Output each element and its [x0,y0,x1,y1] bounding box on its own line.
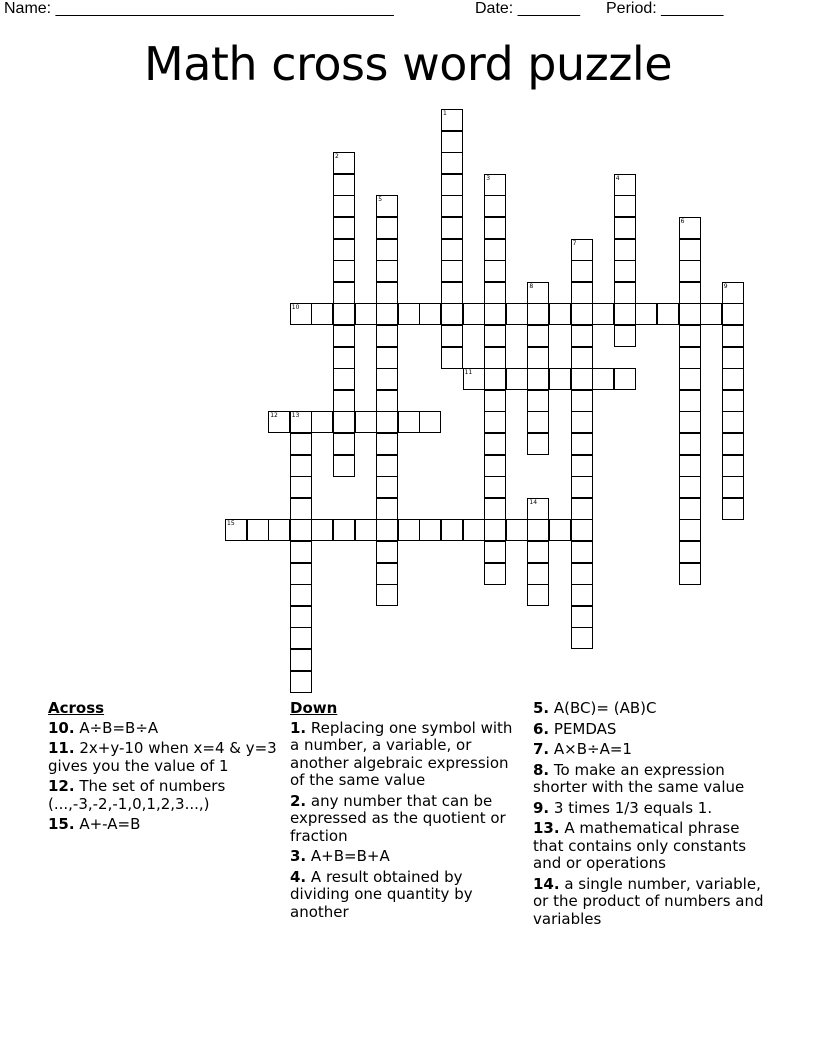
grid-cell[interactable] [311,411,333,433]
grid-cell[interactable] [722,347,744,369]
grid-cell[interactable] [527,390,549,412]
grid-cell[interactable] [268,519,290,541]
grid-cell[interactable] [679,411,701,433]
clue-number-label: 9. [533,798,550,817]
grid-cell[interactable] [290,627,312,649]
name-field[interactable]: Name: ______________________________________ [4,0,394,17]
clue-number: 13 [291,412,300,420]
grid-cell[interactable] [614,217,636,239]
grid-cell[interactable] [290,303,312,325]
grid-cell[interactable] [679,217,701,239]
grid-cell[interactable] [333,390,355,412]
grid-cell[interactable] [376,368,398,390]
clue-text: A×B÷A=1 [549,740,632,758]
grid-cell[interactable] [506,368,528,390]
grid-cell[interactable] [722,390,744,412]
clue-item [533,800,769,818]
grid-cell[interactable] [484,519,506,541]
grid-cell[interactable] [614,260,636,282]
clue-item [290,793,526,846]
clue-text: 3 times 1/3 equals 1. [549,798,713,817]
grid-cell[interactable] [484,174,506,196]
grid-cell[interactable] [657,303,679,325]
grid-cell[interactable] [419,519,441,541]
grid-cell[interactable] [679,519,701,541]
grid-cell[interactable] [333,455,355,477]
clue-text: a single number, variable, or the product of numbers and variables [533,874,764,928]
clue-number: 11 [464,369,473,377]
grid-cell[interactable] [679,282,701,304]
grid-cell[interactable] [333,217,355,239]
grid-cell[interactable] [376,325,398,347]
grid-cell[interactable] [376,433,398,455]
grid-cell[interactable] [376,239,398,261]
grid-cell[interactable] [290,433,312,455]
grid-cell[interactable] [290,606,312,628]
clue-item [533,762,769,797]
clue-text: To make an expression shorter with the same value [533,760,745,796]
grid-cell[interactable] [484,433,506,455]
clue-number: 10 [291,304,300,312]
clue-text: A(BC)= (AB)C [549,699,657,717]
grid-cell[interactable] [549,519,571,541]
grid-cell[interactable] [635,303,657,325]
down-heading: Down [290,699,338,717]
clue-text: 2x+y-10 when x=4 & y=3 gives you the value of 1 [48,739,277,775]
grid-cell[interactable] [527,541,549,563]
grid-cell[interactable] [571,347,593,369]
grid-cell[interactable] [679,325,701,347]
grid-cell[interactable] [484,195,506,217]
grid-cell[interactable] [614,239,636,261]
grid-cell[interactable] [376,195,398,217]
grid-cell[interactable] [463,303,485,325]
grid-cell[interactable] [679,368,701,390]
grid-cell[interactable] [571,411,593,433]
clue-number: 3 [486,174,491,182]
clue-number-label: 14. [533,874,560,893]
grid-cell[interactable] [376,303,398,325]
grid-cell[interactable] [441,174,463,196]
grid-cell[interactable] [290,519,312,541]
grid-cell[interactable] [376,541,398,563]
grid-cell[interactable] [333,303,355,325]
grid-cell[interactable] [398,519,420,541]
grid-cell[interactable] [484,260,506,282]
grid-cell[interactable] [571,563,593,585]
grid-cell[interactable] [679,303,701,325]
clue-number: 4 [615,174,620,182]
down-clues-column-2 [533,700,769,931]
grid-cell[interactable] [679,433,701,455]
grid-cell[interactable] [549,303,571,325]
grid-cell[interactable] [527,563,549,585]
grid-cell[interactable] [484,368,506,390]
grid-cell[interactable] [527,433,549,455]
grid-cell[interactable] [311,519,333,541]
grid-cell[interactable] [441,325,463,347]
grid-cell[interactable] [679,260,701,282]
grid-cell[interactable] [484,303,506,325]
grid-cell[interactable] [290,476,312,498]
clue-item [290,720,526,790]
grid-cell[interactable] [376,519,398,541]
clue-item [533,820,769,873]
grid-cell[interactable] [679,239,701,261]
grid-cell[interactable] [441,195,463,217]
grid-cell[interactable] [268,411,290,433]
grid-cell[interactable] [571,282,593,304]
grid-cell[interactable] [679,498,701,520]
clue-item [290,848,526,866]
grid-cell[interactable] [441,217,463,239]
grid-cell[interactable] [506,519,528,541]
across-heading: Across [48,699,105,717]
grid-cell[interactable] [722,411,744,433]
grid-cell[interactable] [376,217,398,239]
grid-cell[interactable] [398,411,420,433]
clue-text: A result obtained by dividing one quantity by another [290,867,473,921]
grid-cell[interactable] [333,368,355,390]
grid-cell[interactable] [484,541,506,563]
across-clues [48,700,284,837]
grid-cell[interactable] [333,282,355,304]
grid-cell[interactable] [614,368,636,390]
clue-item [533,700,769,718]
grid-cell[interactable] [376,260,398,282]
grid-cell[interactable] [484,411,506,433]
grid-cell[interactable] [571,239,593,261]
grid-cell[interactable] [355,303,377,325]
grid-cell[interactable] [376,455,398,477]
grid-cell[interactable] [571,303,593,325]
clue-number-label: 7. [533,740,550,758]
grid-cell[interactable] [614,303,636,325]
grid-cell[interactable] [722,433,744,455]
grid-cell[interactable] [290,563,312,585]
grid-cell[interactable] [290,455,312,477]
clue-number: 9 [723,282,728,290]
clue-number-label: 12. [48,777,75,795]
grid-cell[interactable] [722,455,744,477]
grid-cell[interactable] [419,411,441,433]
clue-text: Replacing one symbol with a number, a variable, or another algebraic expression of the same value [290,718,513,789]
grid-cell[interactable] [441,239,463,261]
down-clues-column-1 [290,700,526,924]
grid-cell[interactable] [355,411,377,433]
grid-cell[interactable] [333,239,355,261]
grid-cell[interactable] [419,303,441,325]
grid-cell[interactable] [484,239,506,261]
grid-cell[interactable] [571,433,593,455]
grid-cell[interactable] [571,390,593,412]
grid-cell[interactable] [441,260,463,282]
grid-cell[interactable] [722,476,744,498]
grid-cell[interactable] [527,325,549,347]
grid-cell[interactable] [247,519,269,541]
grid-cell[interactable] [333,260,355,282]
grid-cell[interactable] [376,476,398,498]
grid-cell[interactable] [571,541,593,563]
grid-cell[interactable] [290,411,312,433]
grid-cell[interactable] [376,347,398,369]
clue-item [533,876,769,929]
grid-cell[interactable] [333,411,355,433]
grid-cell[interactable] [527,411,549,433]
clue-number-label: 2. [290,791,307,810]
clue-number: 7 [572,239,577,247]
grid-cell[interactable] [679,476,701,498]
grid-cell[interactable] [527,347,549,369]
grid-cell[interactable] [722,498,744,520]
grid-cell[interactable] [333,347,355,369]
grid-cell[interactable] [679,390,701,412]
grid-cell[interactable] [484,498,506,520]
grid-cell[interactable] [441,519,463,541]
grid-cell[interactable] [441,303,463,325]
clue-number: 2 [335,153,339,161]
grid-cell[interactable] [333,325,355,347]
grid-cell[interactable] [484,390,506,412]
clue-number-label: 6. [533,719,550,738]
grid-cell[interactable] [376,390,398,412]
clue-number: 1 [443,110,447,117]
grid-cell[interactable] [484,563,506,585]
grid-cell[interactable] [679,563,701,585]
grid-cell[interactable] [376,282,398,304]
grid-cell[interactable] [441,131,463,153]
grid-cell[interactable] [571,498,593,520]
clue-number-label: 5. [533,699,550,717]
clue-text: PEMDAS [549,719,617,738]
page-title: Math cross word puzzle [144,37,672,91]
grid-cell[interactable] [527,584,549,606]
grid-cell[interactable] [333,195,355,217]
clue-number: 8 [529,282,534,290]
clue-text: A÷B=B÷A [74,718,159,737]
grid-cell[interactable] [679,347,701,369]
grid-cell[interactable] [333,433,355,455]
grid-cell[interactable] [463,368,485,390]
grid-cell[interactable] [614,282,636,304]
clue-number: 14 [529,498,538,506]
grid-cell[interactable] [376,563,398,585]
grid-cell[interactable] [549,368,571,390]
grid-cell[interactable] [355,519,377,541]
grid-cell[interactable] [527,282,549,304]
grid-cell[interactable] [333,152,355,174]
grid-cell[interactable] [484,217,506,239]
clue-item [48,740,284,775]
grid-cell[interactable] [679,541,701,563]
grid-cell[interactable] [571,584,593,606]
grid-cell[interactable] [290,671,312,693]
period-field[interactable]: Period: _______ [606,0,724,17]
grid-cell[interactable] [527,498,549,520]
grid-cell[interactable] [376,411,398,433]
clue-text: The set of numbers (...,-3,-2,-1,0,1,2,3...,) [48,777,226,813]
grid-cell[interactable] [527,519,549,541]
grid-cell[interactable] [376,584,398,606]
grid-cell[interactable] [571,476,593,498]
grid-cell[interactable] [441,109,463,131]
grid-cell[interactable] [592,368,614,390]
grid-cell[interactable] [571,368,593,390]
grid-cell[interactable] [722,368,744,390]
grid-cell[interactable] [592,303,614,325]
grid-cell[interactable] [484,282,506,304]
grid-cell[interactable] [225,519,247,541]
clue-text: A+-A=B [74,815,141,833]
grid-cell[interactable] [722,303,744,325]
grid-cell[interactable] [571,325,593,347]
grid-cell[interactable] [484,325,506,347]
grid-cell[interactable] [571,627,593,649]
clue-text: any number that can be expressed as the quotient or fraction [290,791,506,845]
clue-item [290,869,526,922]
clue-item [533,721,769,739]
grid-cell[interactable] [722,282,744,304]
grid-cell[interactable] [290,649,312,671]
clue-number-label: 1. [290,718,307,737]
clue-item [48,816,284,834]
clue-number: 5 [378,196,383,204]
grid-cell[interactable] [398,303,420,325]
grid-cell[interactable] [571,455,593,477]
grid-cell[interactable] [333,519,355,541]
grid-cell[interactable] [484,476,506,498]
grid-cell[interactable] [614,195,636,217]
clue-number: 12 [270,412,278,420]
grid-cell[interactable] [290,541,312,563]
grid-cell[interactable] [571,260,593,282]
grid-cell[interactable] [527,368,549,390]
grid-cell[interactable] [311,303,333,325]
grid-cell[interactable] [333,174,355,196]
clue-item [48,720,284,738]
grid-cell[interactable] [463,519,485,541]
grid-cell[interactable] [441,282,463,304]
grid-cell[interactable] [484,347,506,369]
grid-cell[interactable] [441,347,463,369]
clue-text: A mathematical phrase that contains only constants and or operations [533,819,747,872]
grid-cell[interactable] [700,303,722,325]
clue-number: 6 [680,218,685,225]
grid-cell[interactable] [290,498,312,520]
grid-cell[interactable] [441,152,463,174]
clue-text: A+B=B+A [306,847,390,865]
grid-cell[interactable] [506,303,528,325]
grid-cell[interactable] [571,519,593,541]
date-field[interactable]: Date: _______ [475,0,580,17]
grid-cell[interactable] [290,584,312,606]
clue-number-label: 10. [48,718,75,737]
clue-item [533,741,769,759]
clue-number-label: 11. [48,739,75,757]
grid-cell[interactable] [614,325,636,347]
grid-cell[interactable] [679,455,701,477]
clue-number-label: 13. [533,819,560,837]
grid-cell[interactable] [527,303,549,325]
clue-item [48,778,284,813]
clue-number-label: 4. [290,867,307,886]
clue-number-label: 3. [290,847,307,865]
clue-number-label: 8. [533,760,550,779]
grid-cell[interactable] [571,606,593,628]
clue-number: 15 [227,520,235,528]
clue-number-label: 15. [48,815,75,833]
grid-cell[interactable] [484,455,506,477]
grid-cell[interactable] [614,174,636,196]
grid-cell[interactable] [376,498,398,520]
grid-cell[interactable] [722,325,744,347]
